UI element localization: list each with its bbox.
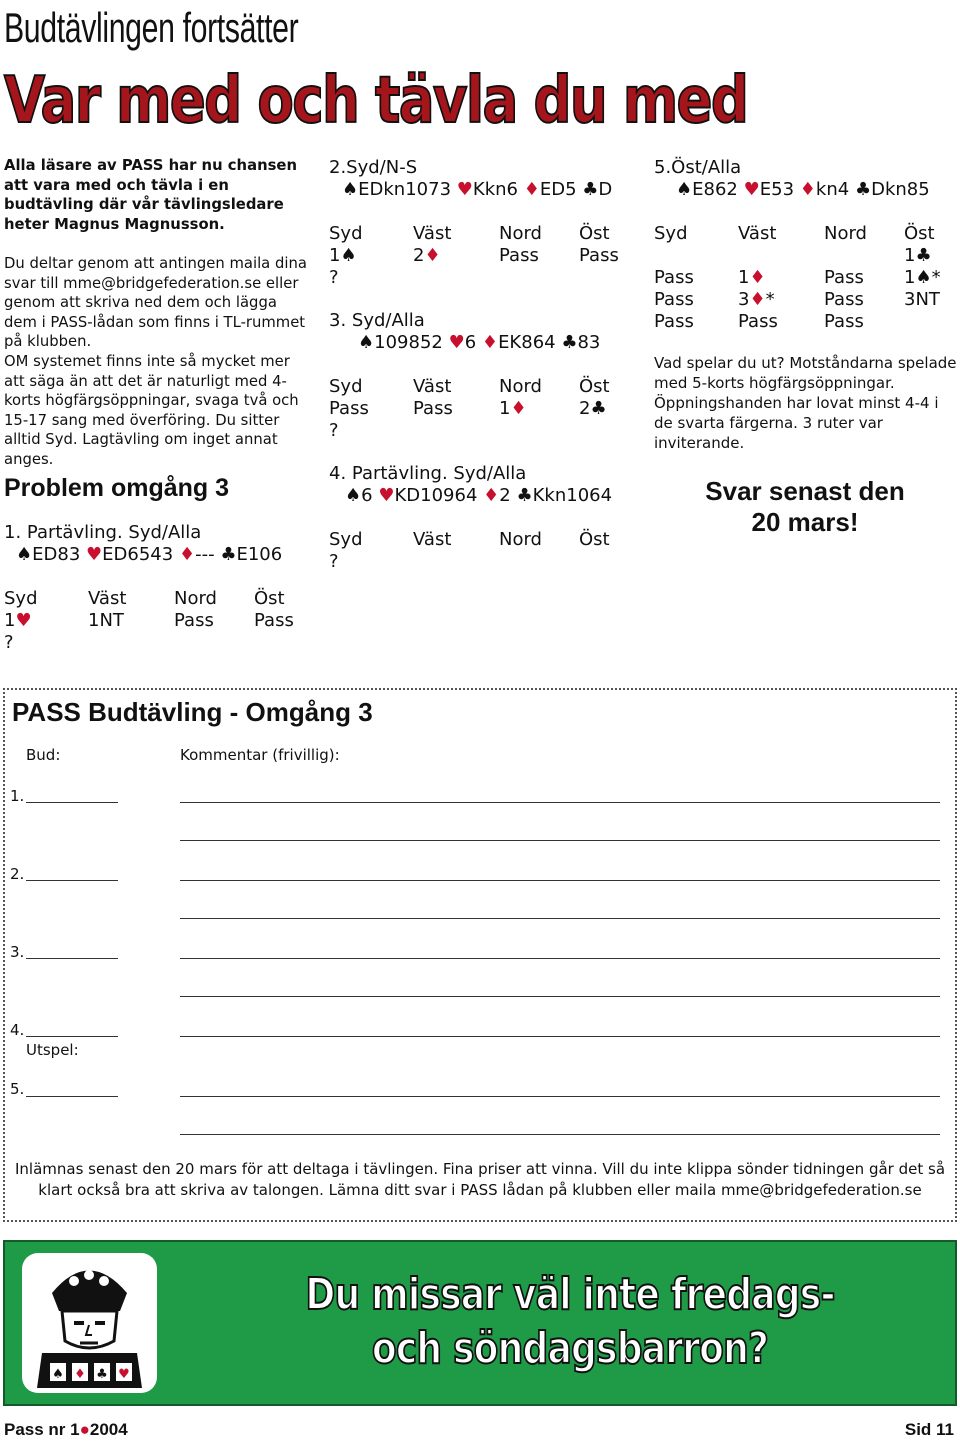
headline: Var med och tävla du med [4,64,748,138]
banner-text [299,1268,840,1376]
bid-cell: Pass [654,311,694,332]
header-cell: Väst [413,529,452,550]
form-title: PASS Budtävling - Omgång 3 [12,697,373,727]
bid-cell [738,245,824,267]
club-icon: ♣ [854,179,872,200]
bid-field[interactable] [26,1036,118,1037]
banner-line: Du missar väl inte fredags- [305,1269,835,1320]
comment-field[interactable] [180,1134,940,1135]
kicker: Budtävlingen fortsätter [4,4,299,51]
header-cell: Syd [329,529,363,550]
header-cell: Öst [254,588,285,609]
header-cell: Nord [499,223,542,244]
bid-cell: 2♦ [413,245,441,266]
comment-label: Kommentar (frivillig): [180,746,340,764]
diamond-icon: ♦ [481,332,499,353]
heart-icon: ♥ [378,485,395,506]
diamond-icon: ♦ [178,544,196,565]
bid-cell: Pass [654,289,694,310]
problem-hand: ♠6 ♥KD10964 ♦2 ♣Kkn1064 [345,485,613,506]
problem-hand: ♠EDkn1073 ♥Kkn6 ♦ED5 ♣D [342,179,613,200]
item-number: 3. [10,943,25,961]
bidding-table [329,529,659,573]
bid-cell: Pass [254,610,294,631]
bid-cell: 1♥ [4,610,32,631]
header-cell: Nord [824,223,867,244]
problem-title: 3. Syd/Alla [329,310,425,331]
comment-field[interactable] [180,1096,940,1097]
problem-title: 2.Syd/N-S [329,157,418,178]
bid-cell: Pass [824,311,864,332]
comment-field[interactable] [180,918,940,919]
comment-field[interactable] [180,840,940,841]
bidding-table [329,223,659,289]
bid-cell [904,311,960,333]
bid-field[interactable] [26,1096,118,1097]
banner-line: och söndagsbarron? [371,1323,769,1374]
intro-paragraph: Du deltar genom att antingen maila dina svar till mme@bridgefederation.se eller genom att skriva ned dem och lägga dem i PASS-lådan som finns i TL-rummet på klubben. [4,255,307,351]
club-icon: ♣ [220,544,237,565]
comment-field[interactable] [180,958,940,959]
comment-field[interactable] [180,1036,940,1037]
club-logo-icon [22,1253,157,1393]
header-cell: Nord [174,588,217,609]
diamond-icon: ♦ [483,485,500,506]
spade-icon: ♠ [342,179,359,200]
bid-cell [824,245,904,267]
comment-field[interactable] [180,996,940,997]
bid-cell: 3♦* [738,289,775,310]
club-icon: ♣ [582,179,599,200]
bid-cell: ? [329,551,339,572]
problem-title: 5.Öst/Alla [654,157,742,178]
bid-cell: 1♠ [329,245,357,266]
diamond-icon: ♦ [799,179,816,200]
issue-label: Pass nr 1●2004 [4,1420,128,1439]
header-cell: Öst [904,223,935,244]
bid-cell: Pass [329,398,369,419]
bid-cell: ? [4,632,14,653]
spade-icon: ♠ [676,179,693,200]
spade-icon: ♠ [345,485,362,506]
bidding-table [654,223,960,333]
intro-paragraph: OM systemet finns inte så mycket mer att säga än att det är naturligt med 4-korts högfärgsöppningar, svaga två och 15-17 sang med överföring. Du sitter alltid Syd. Lagtävling om inget annat anges. [4,353,299,468]
problem-title: 4. Partävling. Syd/Alla [329,463,527,484]
problem-hand: ♠109852 ♥6 ♦EK864 ♣83 [358,332,601,353]
bid-cell: 1♣ [904,245,932,266]
header-cell: Öst [579,376,610,397]
problem-note: Vad spelar du ut? Motståndarna spelade med 5-korts högfärgsöppningar. Öppningshanden har lovat minst 4-4 i de svarta färgerna. 3 ruter var inviterande. [654,354,957,452]
form-footer: Inlämnas senast den 20 mars för att deltaga i tävlingen. Fina priser att vinna. Vill du inte klippa sönder tidningen går det så klart också bra att skriva av talongen. Lämna ditt svar i PASS lådan på klubben eller maila mme@bridgefederation.se [14,1160,946,1199]
header-cell: Väst [413,223,452,244]
bid-cell: Pass [174,610,214,631]
bid-cell: 1♠* [904,267,941,288]
header-cell: Syd [329,376,363,397]
bidding-table [329,376,659,442]
header-cell: Syd [654,223,688,244]
spade-icon: ♠ [16,544,33,565]
svg-text:♠: ♠ [52,1367,64,1382]
section-title: Problem omgång 3 [4,474,230,502]
header-cell: Nord [499,529,542,550]
bidding-table [4,588,334,654]
bid-label: Bud: [26,746,61,764]
bid-cell: ? [329,420,339,441]
problem-hand: ♠E862 ♥E53 ♦kn4 ♣Dkn85 [676,179,930,200]
heart-icon: ♥ [456,179,473,200]
bid-cell: ? [329,267,339,288]
club-icon: ♣ [516,485,533,506]
header-cell: Väst [413,376,452,397]
problem-title: 1. Partävling. Syd/Alla [4,522,202,543]
bid-cell [654,245,738,267]
club-icon: ♣ [561,332,578,353]
header-cell: Nord [499,376,542,397]
bid-cell: Pass [579,245,619,266]
bid-cell: 3NT [904,289,940,310]
intro-lead: Alla läsare av PASS har nu chansen att vara med och tävla i en budtävling där vår tävlingsledare heter Magnus Magnusson. [4,157,297,233]
item-number: 2. [10,865,25,883]
lead-label: Utspel: [26,1041,79,1059]
svg-text:♦: ♦ [74,1367,86,1382]
bid-cell: Pass [738,311,778,332]
header-cell: Öst [579,529,610,550]
diamond-icon: ♦ [523,179,540,200]
problem-hand: ♠ED83 ♥ED6543 ♦--- ♣E106 [16,544,283,565]
bid-cell: 1♦ [738,267,766,288]
bid-cell: Pass [654,267,694,288]
bid-field[interactable] [26,880,118,881]
header-cell: Syd [4,588,38,609]
heart-icon: ♥ [448,332,465,353]
comment-field[interactable] [180,880,940,881]
svg-text:♣: ♣ [96,1367,108,1382]
bid-field[interactable] [26,802,118,803]
bid-cell: 1NT [88,610,124,631]
header-cell: Syd [329,223,363,244]
bid-field[interactable] [26,958,118,959]
bid-cell: 2♣ [579,398,607,419]
bid-cell: Pass [413,398,453,419]
svg-text:♥: ♥ [118,1367,130,1382]
entry-form [3,688,957,1222]
item-number: 1. [10,787,25,805]
bid-cell: Pass [499,245,539,266]
page-number: Sid 11 [904,1420,954,1439]
bid-cell: Pass [824,289,864,310]
header-cell: Öst [579,223,610,244]
bid-cell: 1♦ [499,398,527,419]
deadline: Svar senast den 20 mars! [705,476,905,537]
bid-cell: Pass [824,267,864,288]
heart-icon: ♥ [86,544,103,565]
item-number: 5. [10,1080,25,1098]
header-cell: Väst [738,223,777,244]
bullet-icon: ● [79,1420,90,1439]
item-number: 4. [10,1021,25,1039]
comment-field[interactable] [180,802,940,803]
header-cell: Väst [88,588,127,609]
spade-icon: ♠ [358,332,375,353]
heart-icon: ♥ [743,179,760,200]
